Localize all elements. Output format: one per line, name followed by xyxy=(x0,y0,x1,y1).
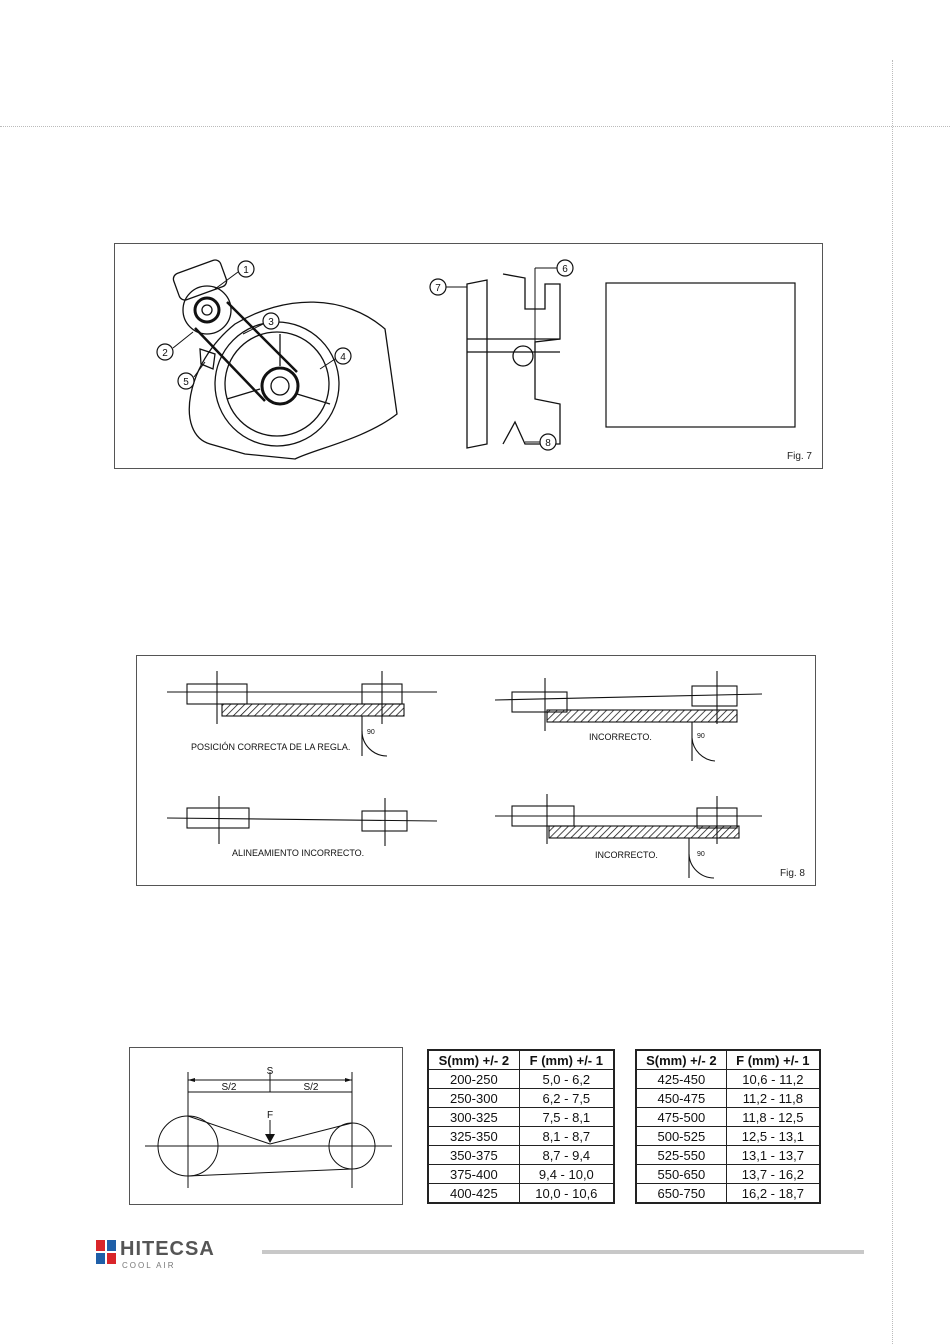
table-row xyxy=(636,1165,820,1184)
brand-tagline: COOL AIR xyxy=(122,1261,176,1270)
cell-f-range: 5,0 - 6,2 xyxy=(519,1070,614,1089)
logo-mark-icon xyxy=(94,1238,118,1266)
belt-tension-diagram xyxy=(129,1047,403,1205)
cell-s-range: 475-500 xyxy=(636,1108,726,1127)
cell-f-range: 13,7 - 16,2 xyxy=(726,1165,820,1184)
callout-3-label: 3 xyxy=(268,317,274,328)
cell-f-range: 10,6 - 11,2 xyxy=(726,1070,820,1089)
angle-label-3: 90 xyxy=(697,851,705,858)
cell-f-range: 16,2 - 18,7 xyxy=(726,1184,820,1204)
table-right-header-f: F (mm) +/- 1 xyxy=(726,1050,820,1070)
label-s: S xyxy=(266,1066,274,1077)
cell-f-range: 8,7 - 9,4 xyxy=(519,1146,614,1165)
cell-s-range: 325-350 xyxy=(428,1127,519,1146)
cell-f-range: 10,0 - 10,6 xyxy=(519,1184,614,1204)
cell-f-range: 11,8 - 12,5 xyxy=(726,1108,820,1127)
top-dotted-rule xyxy=(0,126,950,127)
callout-5-label: 5 xyxy=(183,377,189,388)
cell-f-range: 6,2 - 7,5 xyxy=(519,1089,614,1108)
callout-2-label: 2 xyxy=(162,348,168,359)
table-row xyxy=(428,1070,614,1089)
table-row xyxy=(428,1146,614,1165)
cell-s-range: 350-375 xyxy=(428,1146,519,1165)
angle-label-1: 90 xyxy=(367,729,375,736)
cell-s-range: 375-400 xyxy=(428,1165,519,1184)
angle-label-2: 90 xyxy=(697,733,705,740)
tension-table-left xyxy=(427,1049,615,1204)
callout-8-label: 8 xyxy=(545,438,551,449)
table-row xyxy=(428,1089,614,1108)
cell-f-range: 8,1 - 8,7 xyxy=(519,1127,614,1146)
figure-8-label: Fig. 8 xyxy=(779,868,805,879)
label-f: F xyxy=(266,1110,274,1121)
table-right-header-s: S(mm) +/- 2 xyxy=(636,1050,726,1070)
cell-s-range: 550-650 xyxy=(636,1165,726,1184)
table-row xyxy=(636,1184,820,1204)
cell-f-range: 7,5 - 8,1 xyxy=(519,1108,614,1127)
table-left-header-f: F (mm) +/- 1 xyxy=(519,1050,614,1070)
callout-4-label: 4 xyxy=(340,352,346,363)
callout-7-label: 7 xyxy=(435,283,441,294)
brand-name: HITECSA xyxy=(120,1238,215,1260)
label-s-half-right: S/2 xyxy=(303,1082,319,1093)
figure-8 xyxy=(136,655,816,886)
callout-1-label: 1 xyxy=(243,265,249,276)
table-row xyxy=(428,1108,614,1127)
table-left-header-s: S(mm) +/- 2 xyxy=(428,1050,519,1070)
caption-incorrect-2: INCORRECTO. xyxy=(595,850,658,860)
figure-7-label: Fig. 7 xyxy=(786,451,812,462)
tension-table-right xyxy=(635,1049,821,1204)
table-row xyxy=(428,1184,614,1204)
cell-s-range: 200-250 xyxy=(428,1070,519,1089)
cell-s-range: 500-525 xyxy=(636,1127,726,1146)
caption-incorrect-1: INCORRECTO. xyxy=(589,732,652,742)
cell-f-range: 12,5 - 13,1 xyxy=(726,1127,820,1146)
cell-f-range: 13,1 - 13,7 xyxy=(726,1146,820,1165)
right-dotted-rule xyxy=(892,60,893,1344)
table-row xyxy=(428,1165,614,1184)
cell-s-range: 525-550 xyxy=(636,1146,726,1165)
table-row xyxy=(636,1108,820,1127)
table-row xyxy=(636,1146,820,1165)
figure-7 xyxy=(114,243,823,469)
label-s-half-left: S/2 xyxy=(221,1082,237,1093)
caption-correct-position: POSICIÓN CORRECTA DE LA REGLA. xyxy=(191,742,351,752)
table-row xyxy=(636,1127,820,1146)
figure-8-drawing xyxy=(137,656,815,885)
figure-7-drawing xyxy=(115,244,822,468)
cell-s-range: 425-450 xyxy=(636,1070,726,1089)
cell-f-range: 11,2 - 11,8 xyxy=(726,1089,820,1108)
cell-s-range: 250-300 xyxy=(428,1089,519,1108)
caption-misalignment: ALINEAMIENTO INCORRECTO. xyxy=(232,848,365,858)
table-row xyxy=(428,1127,614,1146)
cell-f-range: 9,4 - 10,0 xyxy=(519,1165,614,1184)
cell-s-range: 400-425 xyxy=(428,1184,519,1204)
cell-s-range: 450-475 xyxy=(636,1089,726,1108)
cell-s-range: 650-750 xyxy=(636,1184,726,1204)
table-row xyxy=(636,1089,820,1108)
cell-s-range: 300-325 xyxy=(428,1108,519,1127)
table-row xyxy=(636,1070,820,1089)
footer-rule xyxy=(262,1250,864,1254)
callout-6-label: 6 xyxy=(562,264,568,275)
